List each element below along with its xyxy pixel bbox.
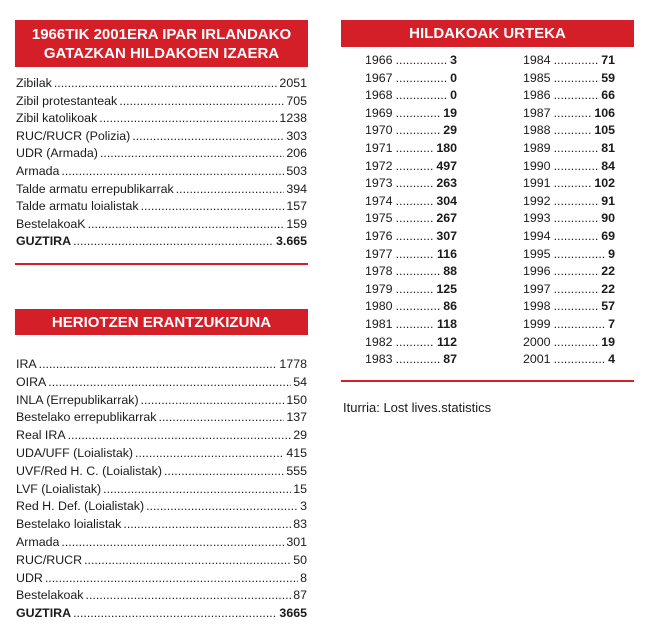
section1-row [16, 163, 307, 181]
leader-dots [61, 163, 284, 181]
section2-row-value: 137 [286, 410, 307, 425]
leader-dots [45, 570, 298, 588]
section1-row-label: Zibilak [16, 76, 52, 90]
leader-dots [100, 145, 284, 163]
section2-row-label: Real IRA [16, 428, 66, 443]
section2-row [16, 392, 307, 410]
leader-dots [554, 87, 599, 105]
year-label: 1974 [365, 193, 393, 208]
leader-dots [396, 298, 441, 316]
section2-row [16, 374, 307, 392]
years-column-right [523, 52, 615, 369]
section1-total-label: GUZTIRA [16, 234, 72, 249]
section2-row-label: Bestelakoak [16, 588, 84, 603]
leader-dots [554, 228, 599, 246]
year-label: 1994 [523, 228, 551, 243]
leader-dots [73, 605, 277, 623]
section1-row-value: 2051 [279, 76, 307, 90]
year-label: 1997 [523, 281, 551, 296]
section1-row-value: 394 [286, 181, 307, 196]
leader-dots [396, 52, 448, 70]
year-count: 86 [443, 299, 457, 314]
year-row [523, 228, 615, 246]
leader-dots [554, 52, 599, 70]
leader-dots [39, 356, 278, 374]
year-count: 19 [601, 334, 615, 349]
year-row [523, 210, 615, 228]
year-label: 1969 [365, 105, 393, 120]
year-label: 1999 [523, 316, 551, 331]
leader-dots [396, 193, 434, 211]
leader-dots [554, 351, 606, 369]
leader-dots [61, 534, 284, 552]
section1-table [16, 75, 307, 251]
leader-dots [396, 351, 441, 369]
section1-row [16, 93, 307, 111]
year-row [523, 52, 615, 70]
section2-row-value: 8 [300, 570, 307, 585]
leader-dots [554, 70, 599, 88]
leader-dots [159, 409, 285, 427]
year-label: 1995 [523, 246, 551, 261]
section1-row-value: 159 [286, 216, 307, 231]
section2-row [16, 445, 307, 463]
section1-title-line2: GATAZKAN HILDAKOEN IZAERA [43, 44, 280, 62]
year-count: 81 [601, 140, 615, 155]
year-label: 1989 [523, 140, 551, 155]
section2-row-label: Bestelako errepublikarrak [16, 410, 157, 425]
year-row [365, 140, 457, 158]
leader-dots [88, 216, 285, 234]
years-column-left [365, 52, 457, 369]
leader-dots [396, 158, 434, 176]
year-count: 4 [608, 352, 615, 367]
year-label: 1979 [365, 281, 393, 296]
year-row [523, 122, 615, 140]
year-count: 116 [437, 246, 457, 261]
year-row [365, 87, 457, 105]
section1-row [16, 128, 307, 146]
year-label: 1975 [365, 211, 393, 226]
section2-row-label: UDR [16, 570, 43, 585]
year-count: 0 [450, 88, 457, 103]
year-label: 1984 [523, 53, 551, 67]
year-row [523, 246, 615, 264]
section1-row-label: UDR (Armada) [16, 146, 98, 161]
year-row [523, 105, 615, 123]
section2-row [16, 356, 307, 374]
section3-header [341, 20, 634, 47]
leader-dots [135, 445, 284, 463]
leader-dots [554, 122, 592, 140]
section2-row-value: 415 [286, 445, 307, 460]
section2-row-label: LVF (Loialistak) [16, 481, 102, 496]
year-label: 1986 [523, 88, 551, 103]
year-count: 118 [437, 316, 457, 331]
section2-row-value: 54 [293, 374, 307, 389]
year-count: 69 [601, 228, 615, 243]
leader-dots [554, 316, 606, 334]
year-label: 1971 [365, 140, 393, 155]
section2-row [16, 498, 307, 516]
year-row [365, 246, 457, 264]
leader-dots [141, 198, 285, 216]
year-row [523, 87, 615, 105]
year-row [365, 52, 457, 70]
year-count: 91 [601, 193, 615, 208]
leader-dots [554, 246, 606, 264]
leader-dots [68, 427, 292, 445]
section1-row-value: 1238 [279, 111, 307, 126]
year-row [365, 175, 457, 193]
section1-row-value: 503 [286, 163, 307, 178]
section2-row-label: OIRA [16, 374, 47, 389]
leader-dots [554, 193, 599, 211]
section1-divider [15, 263, 308, 265]
year-label: 1980 [365, 299, 393, 314]
year-label: 1968 [365, 88, 393, 103]
leader-dots [146, 498, 298, 516]
year-count: 497 [436, 158, 457, 173]
leader-dots [554, 175, 592, 193]
section2-row-label: IRA [16, 357, 37, 371]
leader-dots [84, 552, 291, 570]
year-label: 1972 [365, 158, 393, 173]
year-row [523, 298, 615, 316]
year-label: 1993 [523, 211, 551, 226]
year-row [365, 263, 457, 281]
section1-row-label: Talde armatu errepublikarrak [16, 181, 174, 196]
section2-row [16, 534, 307, 552]
year-label: 1981 [365, 316, 393, 331]
year-label: 1991 [523, 176, 551, 191]
year-label: 1990 [523, 158, 551, 173]
section2-row [16, 409, 307, 427]
year-count: 307 [436, 228, 457, 243]
section2-row [16, 552, 307, 570]
year-count: 105 [594, 123, 615, 138]
year-row [365, 281, 457, 299]
section1-total-row [16, 233, 307, 251]
source-note: Iturria: Lost lives.statistics [343, 400, 492, 415]
leader-dots [54, 75, 278, 93]
leader-dots [396, 334, 434, 352]
leader-dots [554, 210, 599, 228]
year-label: 1976 [365, 228, 393, 243]
year-label: 1987 [523, 105, 551, 120]
leader-dots [396, 87, 448, 105]
year-row [523, 140, 615, 158]
leader-dots [48, 374, 291, 392]
year-label: 1983 [365, 352, 393, 367]
year-count: 29 [443, 123, 457, 138]
leader-dots [554, 281, 599, 299]
year-label: 2001 [523, 352, 551, 367]
year-count: 9 [608, 246, 615, 261]
section1-row [16, 110, 307, 128]
leader-dots [554, 105, 592, 123]
year-label: 1973 [365, 176, 393, 191]
leader-dots [396, 210, 434, 228]
year-row [523, 158, 615, 176]
year-count: 87 [443, 352, 457, 367]
year-row [523, 281, 615, 299]
leader-dots [554, 140, 599, 158]
year-row [523, 316, 615, 334]
section2-row-value: 15 [293, 481, 307, 496]
year-row [365, 158, 457, 176]
leader-dots [396, 105, 441, 123]
section2-row-label: Bestelako loialistak [16, 517, 122, 532]
year-row [365, 122, 457, 140]
year-count: 22 [601, 281, 615, 296]
year-count: 0 [450, 70, 457, 85]
year-count: 102 [594, 176, 615, 191]
year-row [523, 351, 615, 369]
year-label: 1982 [365, 334, 393, 349]
leader-dots [554, 298, 599, 316]
leader-dots [396, 228, 434, 246]
year-label: 1970 [365, 123, 393, 138]
year-row [365, 193, 457, 211]
leader-dots [396, 122, 441, 140]
leader-dots [164, 463, 284, 481]
section2-row-label: UVF/Red H. C. (Loialistak) [16, 463, 162, 478]
leader-dots [141, 392, 285, 410]
section1-row [16, 145, 307, 163]
section2-total-label: GUZTIRA [16, 606, 72, 621]
year-label: 1967 [365, 70, 393, 85]
leader-dots [396, 140, 434, 158]
section3-title: HILDAKOAK URTEKA [409, 25, 566, 42]
section1-row-value: 157 [286, 199, 307, 214]
section1-row-label: Talde armatu loialistak [16, 199, 139, 214]
section2-row [16, 463, 307, 481]
leader-dots [396, 175, 434, 193]
year-row [365, 105, 457, 123]
year-row [365, 298, 457, 316]
leader-dots [119, 93, 284, 111]
year-count: 84 [601, 158, 615, 173]
leader-dots [554, 158, 599, 176]
section2-row-value: 83 [293, 517, 307, 532]
leader-dots [132, 128, 284, 146]
section2-row-value: 150 [286, 392, 307, 407]
section2-row-value: 3 [300, 499, 307, 514]
section2-row [16, 481, 307, 499]
leader-dots [554, 334, 599, 352]
year-count: 263 [436, 176, 457, 191]
year-row [523, 263, 615, 281]
year-label: 1998 [523, 299, 551, 314]
year-row [523, 193, 615, 211]
section2-row-value: 1778 [279, 357, 307, 371]
year-label: 1996 [523, 264, 551, 279]
year-label: 1966 [365, 53, 393, 67]
year-label: 1985 [523, 70, 551, 85]
section1-row-label: RUC/RUCR (Polizia) [16, 128, 131, 143]
section3-divider [341, 380, 634, 382]
section1-row-label: Zibil protestanteak [16, 93, 118, 108]
section2-row-label: RUC/RUCR [16, 552, 83, 567]
section1-row-value: 705 [286, 93, 307, 108]
year-row [365, 228, 457, 246]
section1-row-value: 206 [286, 146, 307, 161]
year-count: 125 [436, 281, 457, 296]
leader-dots [554, 263, 599, 281]
leader-dots [86, 587, 292, 605]
section2-row-value: 29 [293, 428, 307, 443]
section2-total-row [16, 605, 307, 623]
section2-row-value: 301 [286, 534, 307, 549]
leader-dots [103, 481, 291, 499]
year-count: 22 [601, 264, 615, 279]
year-label: 2000 [523, 334, 551, 349]
year-row [523, 175, 615, 193]
section2-row-value: 555 [286, 463, 307, 478]
year-row [365, 316, 457, 334]
section2-row [16, 587, 307, 605]
leader-dots [176, 181, 285, 199]
leader-dots [396, 70, 448, 88]
year-row [365, 334, 457, 352]
leader-dots [396, 281, 434, 299]
section2-row-label: Red H. Def. (Loialistak) [16, 499, 145, 514]
leader-dots [396, 246, 434, 264]
section2-row-label: Armada [16, 534, 60, 549]
year-count: 66 [601, 88, 615, 103]
year-count: 71 [601, 53, 615, 67]
section2-row-value: 50 [293, 552, 307, 567]
year-label: 1988 [523, 123, 551, 138]
leader-dots [396, 316, 434, 334]
section2-row [16, 570, 307, 588]
year-row [365, 70, 457, 88]
year-count: 7 [608, 316, 615, 331]
section1-row-label: BestelakoaK [16, 216, 86, 231]
year-count: 57 [601, 299, 615, 314]
section1-row [16, 216, 307, 234]
section1-row [16, 181, 307, 199]
year-row [365, 351, 457, 369]
year-count: 112 [437, 334, 457, 349]
section1-row-label: Armada [16, 163, 60, 178]
leader-dots [396, 263, 441, 281]
year-row [365, 210, 457, 228]
section1-row-label: Zibil katolikoak [16, 111, 98, 126]
section2-table [16, 356, 307, 623]
section2-total-value: 3665 [279, 606, 307, 621]
section1-row [16, 198, 307, 216]
section2-title: HERIOTZEN ERANTZUKIZUNA [51, 313, 272, 331]
year-label: 1978 [365, 264, 393, 279]
year-count: 19 [443, 105, 457, 120]
year-count: 180 [436, 140, 457, 155]
year-count: 3 [450, 53, 457, 67]
section2-row [16, 427, 307, 445]
leader-dots [99, 110, 277, 128]
section2-row-label: INLA (Errepublikarrak) [16, 392, 139, 407]
section1-row-value: 303 [286, 128, 307, 143]
year-count: 106 [594, 105, 615, 120]
section2-row-value: 87 [293, 588, 307, 603]
year-count: 88 [443, 264, 457, 279]
section1-total-value: 3.665 [275, 234, 307, 249]
section2-row [16, 516, 307, 534]
leader-dots [123, 516, 291, 534]
section1-title-line1: 1966TIK 2001ERA IPAR IRLANDAKO [31, 25, 292, 43]
year-count: 59 [601, 70, 615, 85]
year-label: 1992 [523, 193, 551, 208]
year-label: 1977 [365, 246, 393, 261]
section1-row [16, 75, 307, 93]
year-count: 304 [436, 193, 457, 208]
year-count: 267 [436, 211, 457, 226]
year-count: 90 [601, 211, 615, 226]
year-row [523, 70, 615, 88]
leader-dots [73, 233, 274, 251]
section2-header [15, 309, 308, 335]
year-row [523, 334, 615, 352]
section2-row-label: UDA/UFF (Loialistak) [16, 445, 134, 460]
section1-header [15, 20, 308, 67]
